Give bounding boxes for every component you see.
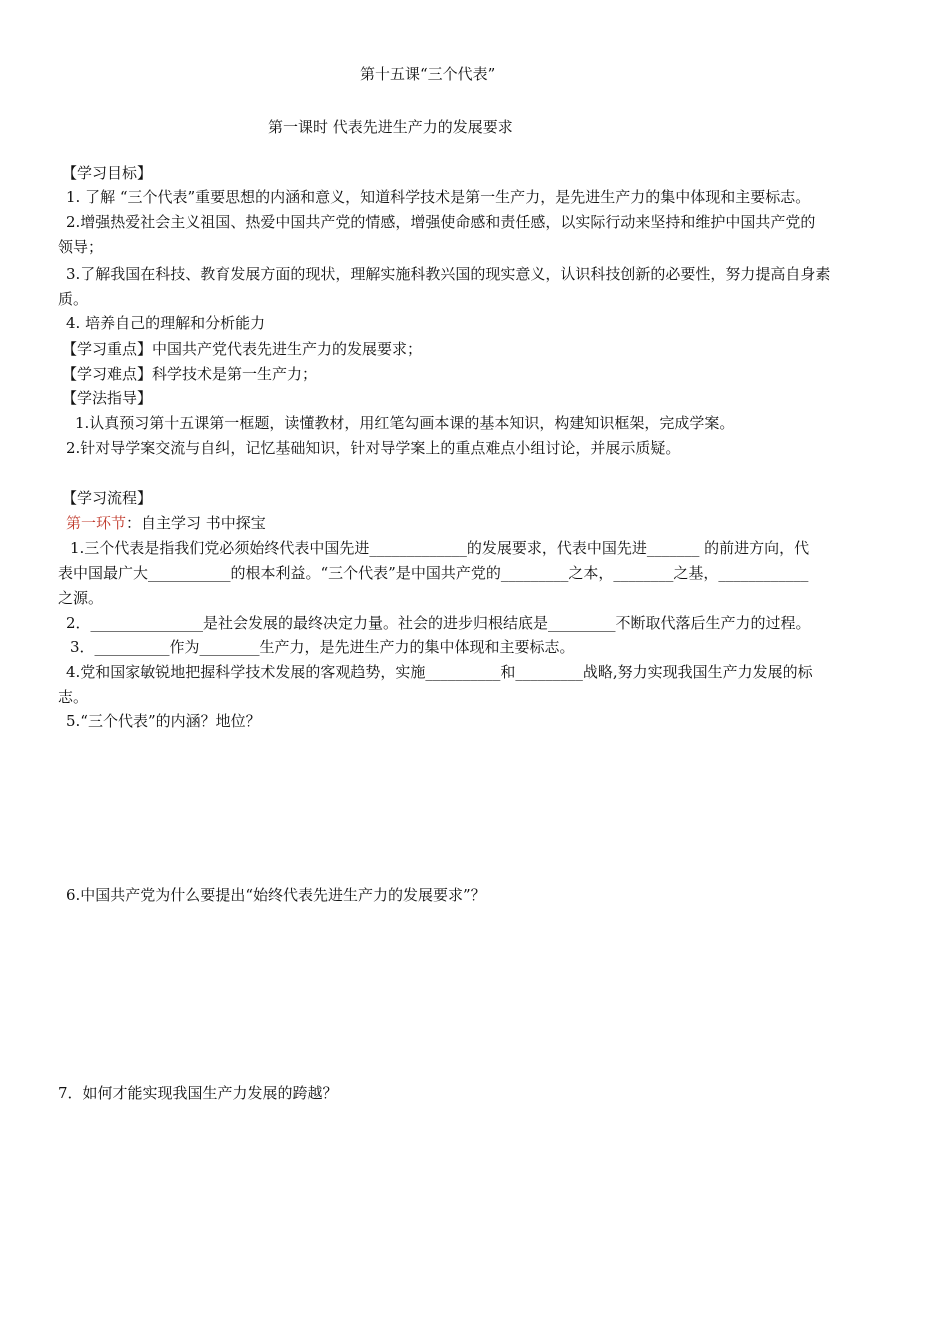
question-6: 6.中国共产党为什么要提出“始终代表先进生产力的发展要求”？ [66, 886, 486, 904]
objective-4: 4. 培养自己的理解和分析能力 [66, 314, 266, 332]
objectives-heading: 【学习目标】 [62, 164, 153, 182]
question-4-line1: 4.党和国家敏锐地把握科学技术发展的客观趋势，实施__________和_________战略,努力实现我国生产力发展的标 [66, 663, 813, 681]
stage-one [66, 511, 266, 535]
question-1-line3: 之源。 [58, 589, 104, 607]
method-heading: 【学法指导】 [62, 389, 153, 407]
question-3: 3．__________作为________生产力，是先进生产力的集中体现和主要标志。 [70, 638, 575, 656]
objective-2-line1: 2.增强热爱社会主义祖国、热爱中国共产党的情感，增强使命感和责任感，以实际行动来坚持和维护中国共产党的 [66, 213, 816, 231]
document-title: 第十五课“三个代表” [360, 65, 496, 83]
objective-2-line2: 领导； [58, 238, 104, 256]
objective-1: 1. 了解 “三个代表”重要思想的内涵和意义，知道科学技术是第一生产力，是先进生产力的集中体现和主要标志。 [66, 188, 811, 206]
question-1-line1: 1.三个代表是指我们党必须始终代表中国先进_____________的发展要求，代表中国先进_______ 的前进方向，代 [70, 539, 810, 557]
process-heading: 【学习流程】 [62, 489, 153, 507]
method-2: 2.针对导学案交流与自纠，记忆基础知识，针对导学案上的重点难点小组讨论，并展示质疑。 [66, 439, 681, 457]
objective-3-line1: 3.了解我国在科技、教育发展方面的现状，理解实施科教兴国的现实意义，认识科技创新的必要性，努力提高自身素 [66, 265, 831, 283]
question-1-line2: 表中国最广大___________的根本利益。“三个代表”是中国共产党的_________之本，________之基，____________ [58, 564, 809, 582]
objective-3-line2: 质。 [58, 290, 89, 308]
question-7: 7．如何才能实现我国生产力发展的跨越？ [58, 1084, 338, 1102]
question-4-line2: 志。 [58, 688, 89, 706]
question-5: 5.“三个代表”的内涵？地位？ [66, 712, 261, 730]
document-subtitle: 第一课时 代表先进生产力的发展要求 [268, 118, 513, 136]
stage-one-title: ：自主学习 书中探宝 [126, 514, 266, 532]
question-2: 2．_______________是社会发展的最终决定力量。社会的进步归根结底是_________不断取代落后生产力的过程。 [66, 614, 811, 632]
learning-difficulty: 【学习难点】科学技术是第一生产力； [62, 365, 318, 383]
learning-focus: 【学习重点】中国共产党代表先进生产力的发展要求； [62, 340, 423, 358]
method-1: 1.认真预习第十五课第一框题，读懂教材，用红笔勾画本课的基本知识，构建知识框架，完成学案。 [75, 414, 735, 432]
stage-one-label: 第一环节 [66, 514, 127, 532]
